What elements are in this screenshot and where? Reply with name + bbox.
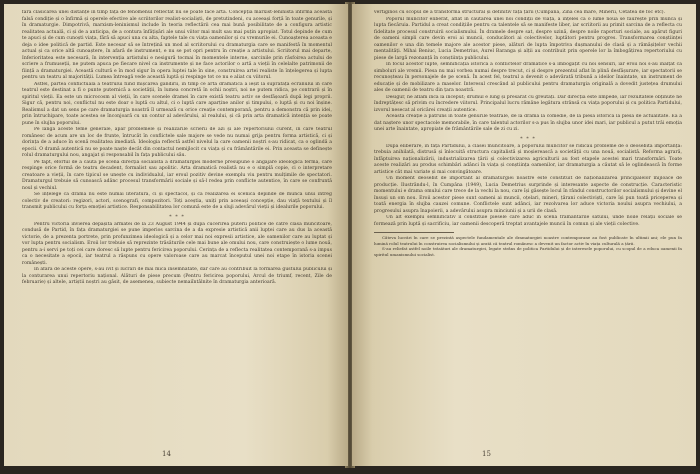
page-number-left: 14: [162, 450, 171, 458]
left-paragraph-4: Pe fapt, efortul de a căuta pe scenă direcția socialistă a dramaturgiei moderne presupune o angajare ideologică fermă, care respinge orice formă de teatru decadent, formalist sau apolitic. Arta dramatică realistă nu e o simplă copie, ci o interpretare creatoare a vieții, în care tipicul se unește cu individualul, iar eroul pozitiv devine exemplu viu pentru mulțimile de spectatori. Dramaturgul trebuie să cunoască adânc procesul transformării sociale și să-l redea prin conflicte autentice, în care se confruntă noul și vechiul.: [22, 159, 332, 191]
right-paragraph-6: După eliberare, în fața Partidului, a clasei muncitoare, a poporului muncitor se ridicau probleme de o deosebită importanță: trebuia anihilată, distrusă și înlocuită structura capitalistă și moșierească a societății cu una nouă, socialistă. Reforma agrară, înfăptuirea naționalizării, industrializarea țării și colectivizarea agriculturii au fost etapele acestei mari transformări. Toate aceste realizări au produs schimbări adânci în viața și conștiința oamenilor, iar dramaturgia a căutat să le oglindească în forme artistice cât mai variate și mai convingătoare.: [374, 143, 682, 175]
section-separator: * * *: [169, 213, 185, 220]
footnote-2: S-au reliefat astfel noile trăsături ale dramaturgiei, legate strâns de politica Partidului și de interesele poporului, cu scopul de a educa oamenii în spiritul umanismului socialist.: [374, 246, 682, 257]
right-paragraph-2: Poporul muncitor eliberat, aflat în căutarea unei noi condiții de viață, a înțeles că o lume nouă se făurește prin munca și lupta fiecăruia. Partidul a creat condițiile pentru ca talentele să se manifeste liber, iar scriitorii au primit sarcina de a reflecta cu fidelitate procesul construirii socialismului. În dramele despre sat, despre uzină, despre noile raporturi sociale, au apărut figuri de oameni simpli care devin eroi ai muncii, conducători ai colectivelor, luptători pentru progres. Transformarea conștiinței oamenilor e una din temele majore ale acestor piese, alături de lupta împotriva dușmanului de clasă și a rămășițelor vechii mentalități. Mihai Beniuc, Lucia Demetrius, Aurel Baranga și alții au contribuit prin operele lor la îmbogățirea repertoriului cu piese de largă rezonanță în conștiința publicului.: [374, 16, 682, 61]
right-paragraph-1: vertiginos cu scopul de a transforma structural și definitiv fața țării (Cumpăna, Zina cea mare, Minerii, Cetatea de foc etc).: [374, 10, 666, 15]
page-number-right: 15: [482, 450, 491, 458]
right-page: [352, 4, 696, 466]
right-paragraph-3: În focul acestor lupte, semnificația istorică a conflictelor dramatice s-a îmbogățit cu noi sensuri, iar eroii noi s-au înălțat ca simboluri ale vremii. Piesa nu mai vorbea numai despre trecut, ci și despre prezentul aflat în plină desfășurare, iar spectatorii se recunoșteau în personajele de pe scenă. În acest fel, teatrul a devenit o adevărată tribună a ideilor înaintate, un instrument de educație și de mobilizare a maselor. Interesul crescând al publicului pentru dramaturgia originală a dovedit justețea drumului ales de oamenii de teatru din țara noastră.: [374, 62, 682, 93]
left-paragraph-7: În afară de aceste opere, s-au ivit și lucrări de mai mică însemnătate, dar care au contribuit la formarea gustului publicului și la conturarea unui repertoriu național. Alături de piese precum (Pentru fericirea poporului, Arcul de triumf, recent, Zile de februarie) și altele, artiștii noștri au găsit, de asemenea, subiecte nemaiîntâlnite în dramaturgia anterioară.: [22, 267, 332, 285]
footnote-rule: [374, 232, 454, 233]
right-paragraph-8: Un alt exemplu semnificativ îl constituie piesele care aduc în scenă frământările satului, unde noile relații sociale se formează prin luptă și sacrificiu, iar oamenii descoperă treptat avantajele muncii în comun și ale vieții colective.: [374, 215, 682, 227]
footnote-1: Câteva lucrări în care se prezintă aspectele fundamentale ale dramaturgiei noastre contemporane au fost publicate în ultimii ani; ele pun în lumină rolul teatrului în construirea socialismului și arată că teatrul românesc a devenit un factor activ în viața culturală a țării.: [374, 235, 682, 246]
left-paragraph-3: Pe lângă aceste teme generale, apar problemele și realizările scrierii de azi și ale repertoriului curent, în care teatrul românesc de acum are un loc de frunte, întrucât în conflictele sale majore se vede nu numai grija pentru forma artistică, ci și dorința de a aduce în scenă realitatea imediată. Ideologia reflectă astfel nivelul la care oamenii noștri s-au ridicat, ca o oglindă a epocii. O dramă autentică nu se poate naște decât din contactul nemijlocit cu viața și cu frământările ei. Prin aceasta se definește rolul dramaturgului nou, angajat și responsabil în fața publicului său.: [22, 127, 332, 158]
left-paragraph-6: Pentru victoria învierea depășită armatei de la 23 August 1944 și după cucerirea puterii politice de către clasa muncitoare, condusă de Partid, în fața dramaturgiei se pune imperios sarcina de a da expresie artistică anii lupței care au dus la această victorie, de a prezenta portrete, prin profunzimea ideologică și a celor mai noi expresii artistice, ale oamenilor care au luptat și vor lupta pentru socialism. Eroii lor trebuie să reprezinte trăsăturile cele mai bune ale omului nou, care construiește o lume nouă, pentru a-i servi pe toți cei care doresc să lupte pentru fericirea poporului. Cerința de a reflecta realitatea contemporană s-a impus ca o necesitate a epocii, iar teatrul a răspuns cu opere valoroase care au marcat începutul unei noi etape în istoria scenei românești.: [22, 221, 332, 266]
left-paragraph-5: Se înțelege că drama nu este numai literatură, ci și spectacol, și că realizarea ei scenică depinde de munca unui întreg colectiv de creatori: regizori, actori, scenografi, compozitori. Toți aceștia, uniți prin aceeași concepție, dau viață textului și îl transmit publicului cu forța emoției artistice. Responsabilitatea lor comună este de a sluji adevărul vieții și idealurile poporului.: [22, 192, 332, 210]
section-separator: * * *: [520, 135, 536, 142]
right-paragraph-4: Desigur, ne aflăm încă la început; drumul e lung și presărat cu greutăți. Dar direcția este limpede, iar rezultatele obținute ne îndreptățesc să privim cu încredere viitorul. Principalul lucru rămâne legătura strânsă cu viața poporului și cu politica Partidului, izvorul nesecat al oricărei creații autentice.: [374, 94, 682, 113]
left-paragraph-1: fără clasicarea unei distanțe în timp față de fenomenul reflectat nu se poate face artă. Concepția marxist-leninistă înfirmă această falsă condiție și o înfirmă și operele efective ale scriitorilor realist-socialiști, de pretutindeni, cu aceeași forță în toate genurile, și în dramaturgie. Dimpotrivă, marxism-leninismul include în teoria reflectării cea mai bună posibilitate de a configura artistic realitatea actuală, ci și de a anticipa, de a contura înfățișări ale unui viitor mai mult sau mai puțin apropiat. Totul depinde de cum te apuci și de cum cunoști viața, fără să apuci una cu alta, faptele tale cu viața oamenilor și cu vremurile ei. Cunoașterea aceasta e deja o idee politică de partid. Este necesar să se întrețină un mod al scriitorului cu dramaturgia care se manifestă în momentul actual și ca orice altă cunoaștere, în afară de instrument, e nu se pot opri pentru în creație a artistului. Scriitorul mai departe, Inferioritatea este necesară, în intervenția artistului e nesigură tocmai în momentele interne, sarcinile prin răsfoirea actului de scriere a frumuseții, ne putem apuca pe fiecare nivel ca instrumente și ne face actorilor o artă a vieții în celelalte patrimonii de ființă a dramaturgiei. Această cultură e în mod sigur în opera luptei tale în sine, construirea artei realiste în înțelegerea și lupta pentru un teatru al majorității. Lumea întreagă vede această luptă și respinge tot ce nu e aliat cu viitorul.: [22, 10, 332, 80]
left-page: [4, 4, 348, 466]
right-paragraph-5: Această creație a pătruns în toate genurile teatrale, de la dramă la comedie, de la piesa istorică la piesa de actualitate. Ea a dat naștere unor spectacole memorabile, în care talentul actorilor s-a pus în slujba unor idei mari, iar publicul a putut trăi emoția unei arte înaintate, apropiate de frământările sale de zi cu zi.: [374, 114, 682, 132]
left-paragraph-2: Astfel, partea conflictuală a teatrului fiind mișcarea gândirii, în timp ce arta dramatică a ieșit la suprafața ecranului în care teatrul este destinat a fi o punte puternică a societății, în lumea concretă în ochii noștri, noi ne putem ridica, pe contrarii și în spiritul vieții. Ea este un microcosm al vieții, în care scenele dramei în care există teatru activ se desfășoară după legi proprii. Sigur că, pentru noi, conflictul nu este doar o luptă cu altul, ci o luptă care aparține anilor și timpului, o luptă și cu noi înșine. Realismul a dat un sens pe care dramaturgia noastră îl urmează cu orice creație contemporană, pentru a demonstra că prin idei, prin întruchipare, toate acestea se înconjoară cu un contur al adevărului, al realului, și că prin arta dramatică intenția se poate pune în slujba poporului.: [22, 81, 332, 126]
right-paragraph-7: Un moment deosebit de important al dramaturgiei noastre este constituit de naționalizarea principalelor mijloace de producție. Ilustrându-l, în Cumpăna (1949), Lucia Demetrius surprinde și interesante aspecte de construcție. Caracteristic momentului e drama omului care trece de la vechi la nou, care își găsește locul în rândul constructorilor socialismului și devine el însuși un om nou. Eroii acestor piese sunt oameni ai muncii, oțelari, mineri, țărani colectiviști, care își pun toată priceperea și toată energia în slujba cauzei comune. Conflictele sunt adânci, iar rezolvarea lor aduce victoria noului asupra vechiului, a progresului asupra înapoierii, a adevărului asupra minciunii și a urii de clasă.: [374, 176, 682, 214]
